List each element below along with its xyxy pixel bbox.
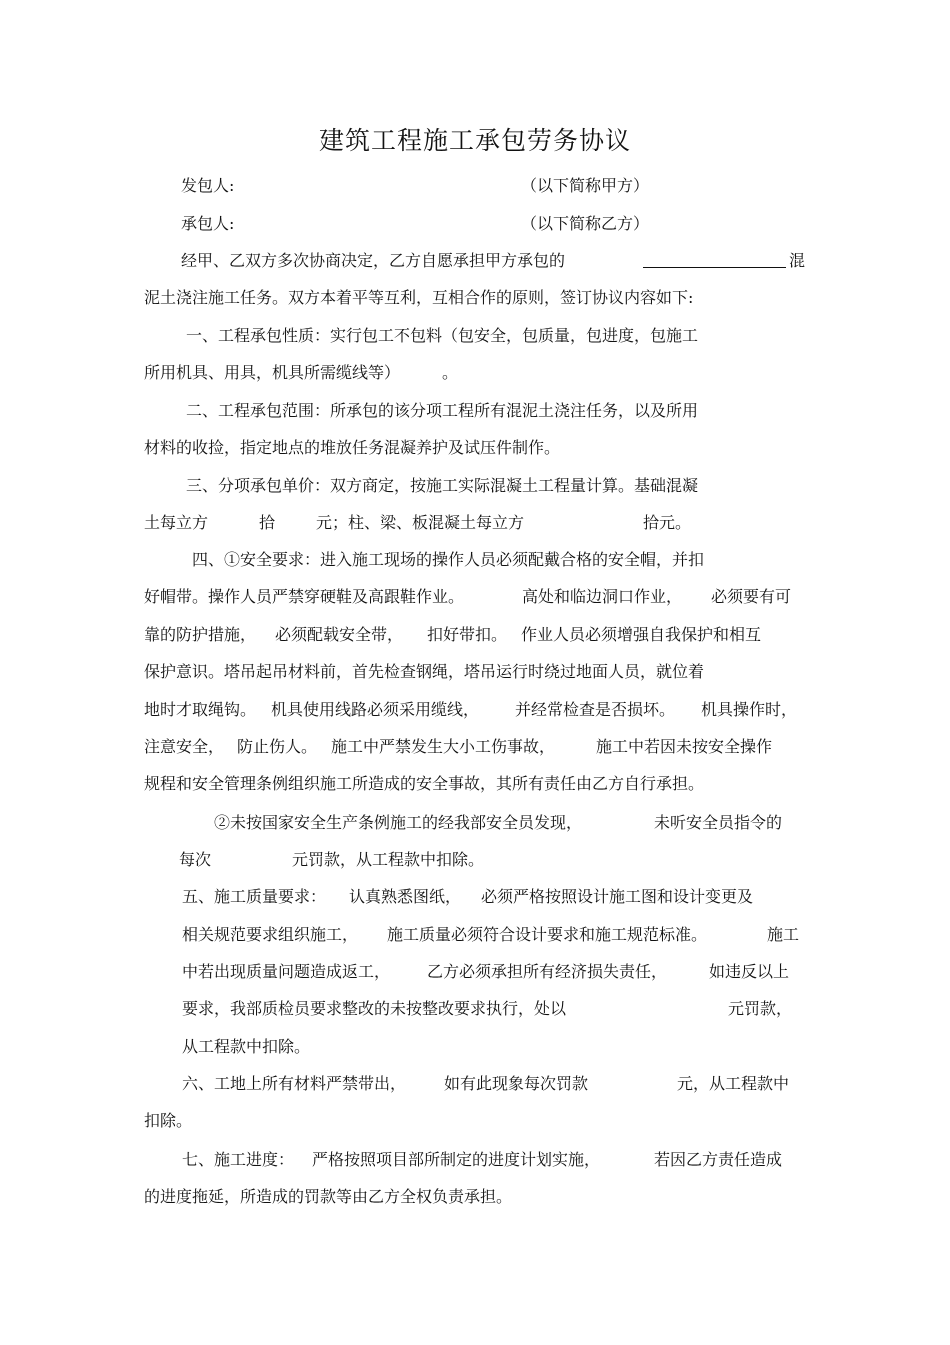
- section-4-line-3a: 靠的防护措施，: [144, 625, 257, 644]
- section-4-line-2b: 高处和临边洞口作业，: [522, 587, 683, 606]
- section-3-unit-ten: 拾: [259, 513, 276, 532]
- section-4-line-5b: 机具使用线路必须采用缆线，: [271, 700, 480, 719]
- section-5-line-5: 从工程款中扣除。: [182, 1037, 311, 1056]
- section-3-line-1: 三、分项承包单价：双方商定，按施工实际混凝土工程量计算。基础混凝: [186, 476, 699, 495]
- section-4-line-5c: 并经常检查是否损坏。: [515, 700, 676, 719]
- section-7-line-1a: 七、施工进度：: [182, 1150, 295, 1169]
- section-1-line-1: 一、工程承包性质：实行包工不包料（包安全，包质量，包进度，包施工: [186, 326, 699, 345]
- section-4-sub2-line-2a: 每次: [179, 850, 212, 869]
- section-4-line-3b: 必须配载安全带，: [275, 625, 404, 644]
- section-1-line-2-end: 。: [442, 363, 459, 382]
- document-title: 建筑工程施工承包劳务协议: [318, 126, 631, 155]
- section-5-line-4a: 要求，我部质检员要求整改的未按整改要求执行，处以: [182, 999, 567, 1018]
- section-4-line-1: 四、①安全要求：进入施工现场的操作人员必须配戴合格的安全帽，并扣: [192, 550, 705, 569]
- section-5-line-3b: 乙方必须承担所有经济损失责任，: [427, 962, 668, 981]
- section-7-line-1b: 严格按照项目部所制定的进度计划实施，: [312, 1150, 601, 1169]
- section-5-line-1c: 必须严格按照设计施工图和设计变更及: [481, 887, 754, 906]
- section-5-line-3a: 中若出现质量问题造成返工，: [182, 962, 391, 981]
- section-6-line-1a: 六、工地上所有材料严禁带出，: [182, 1074, 407, 1093]
- section-4-sub2-line-1a: ②未按国家安全生产条例施工的经我部安全员发现，: [214, 813, 583, 832]
- section-5-line-2c: 施工: [767, 925, 800, 944]
- party-b-note: （以下简称乙方）: [521, 214, 650, 233]
- party-b-label: 承包人:: [181, 214, 235, 233]
- section-4-sub2-line-1b: 未听安全员指令的: [654, 813, 783, 832]
- section-4-line-6b: 防止伤人。: [237, 737, 318, 756]
- section-3-unit-mid: 元；柱、梁、板混凝土每立方: [316, 513, 525, 532]
- section-7-line-1c: 若因乙方责任造成: [654, 1150, 783, 1169]
- section-5-line-2b: 施工质量必须符合设计要求和施工规范标准。: [387, 925, 708, 944]
- intro-line-2: 泥土浇注施工任务。双方本着平等互利，互相合作的原则，签订协议内容如下:: [144, 288, 694, 307]
- section-4-line-2c: 必须要有可: [711, 587, 792, 606]
- section-7-line-2: 的进度拖延，所造成的罚款等由乙方全权负责承担。: [144, 1187, 513, 1206]
- section-4-line-5a: 地时才取绳钩。: [144, 700, 257, 719]
- section-6-line-2: 扣除。: [144, 1111, 193, 1130]
- section-4-line-3c: 扣好带扣。: [427, 625, 508, 644]
- section-4-line-6c: 施工中严禁发生大小工伤事故，: [331, 737, 556, 756]
- section-4-line-3d: 作业人员必须增强自我保护和相互: [521, 625, 762, 644]
- party-a-note: （以下简称甲方）: [521, 176, 650, 195]
- intro-line-1-end: 混: [789, 251, 806, 270]
- section-4-line-6d: 施工中若因未按安全操作: [596, 737, 773, 756]
- section-4-line-6a: 注意安全，: [144, 737, 225, 756]
- intro-line-1: 经甲、乙双方多次协商决定，乙方自愿承担甲方承包的: [181, 251, 566, 270]
- section-3-unit-label: 土每立方: [144, 513, 209, 532]
- section-5-line-2a: 相关规范要求组织施工，: [182, 925, 359, 944]
- party-a-label: 发包人:: [181, 176, 235, 195]
- section-6-line-1b: 如有此现象每次罚款: [444, 1074, 589, 1093]
- section-4-line-5d: 机具操作时，: [701, 700, 798, 719]
- section-4-sub2-line-2b: 元罚款，从工程款中扣除。: [292, 850, 485, 869]
- section-4-line-7: 规程和安全管理条例组织施工所造成的安全事故，其所有责任由乙方自行承担。: [144, 774, 705, 793]
- section-4-line-4: 保护意识。塔吊起吊材料前，首先检查钢绳，塔吊运行时绕过地面人员，就位着: [144, 662, 705, 681]
- project-name-blank: [643, 251, 786, 268]
- section-1-line-2: 所用机具、用具，机具所需缆线等）: [144, 363, 401, 382]
- section-3-unit-end: 拾元。: [643, 513, 692, 532]
- section-5-line-1a: 五、施工质量要求：: [182, 887, 327, 906]
- section-5-line-4b: 元罚款，: [728, 999, 793, 1018]
- section-4-line-2a: 好帽带。操作人员严禁穿硬鞋及高跟鞋作业。: [144, 587, 465, 606]
- section-2-line-2: 材料的收捡，指定地点的堆放任务混凝养护及试压件制作。: [144, 438, 561, 457]
- section-5-line-1b: 认真熟悉图纸，: [349, 887, 462, 906]
- section-2-line-1: 二、工程承包范围：所承包的该分项工程所有混泥土浇注任务，以及所用: [186, 401, 699, 420]
- section-5-line-3c: 如违反以上: [709, 962, 790, 981]
- section-6-line-1c: 元，从工程款中: [677, 1074, 790, 1093]
